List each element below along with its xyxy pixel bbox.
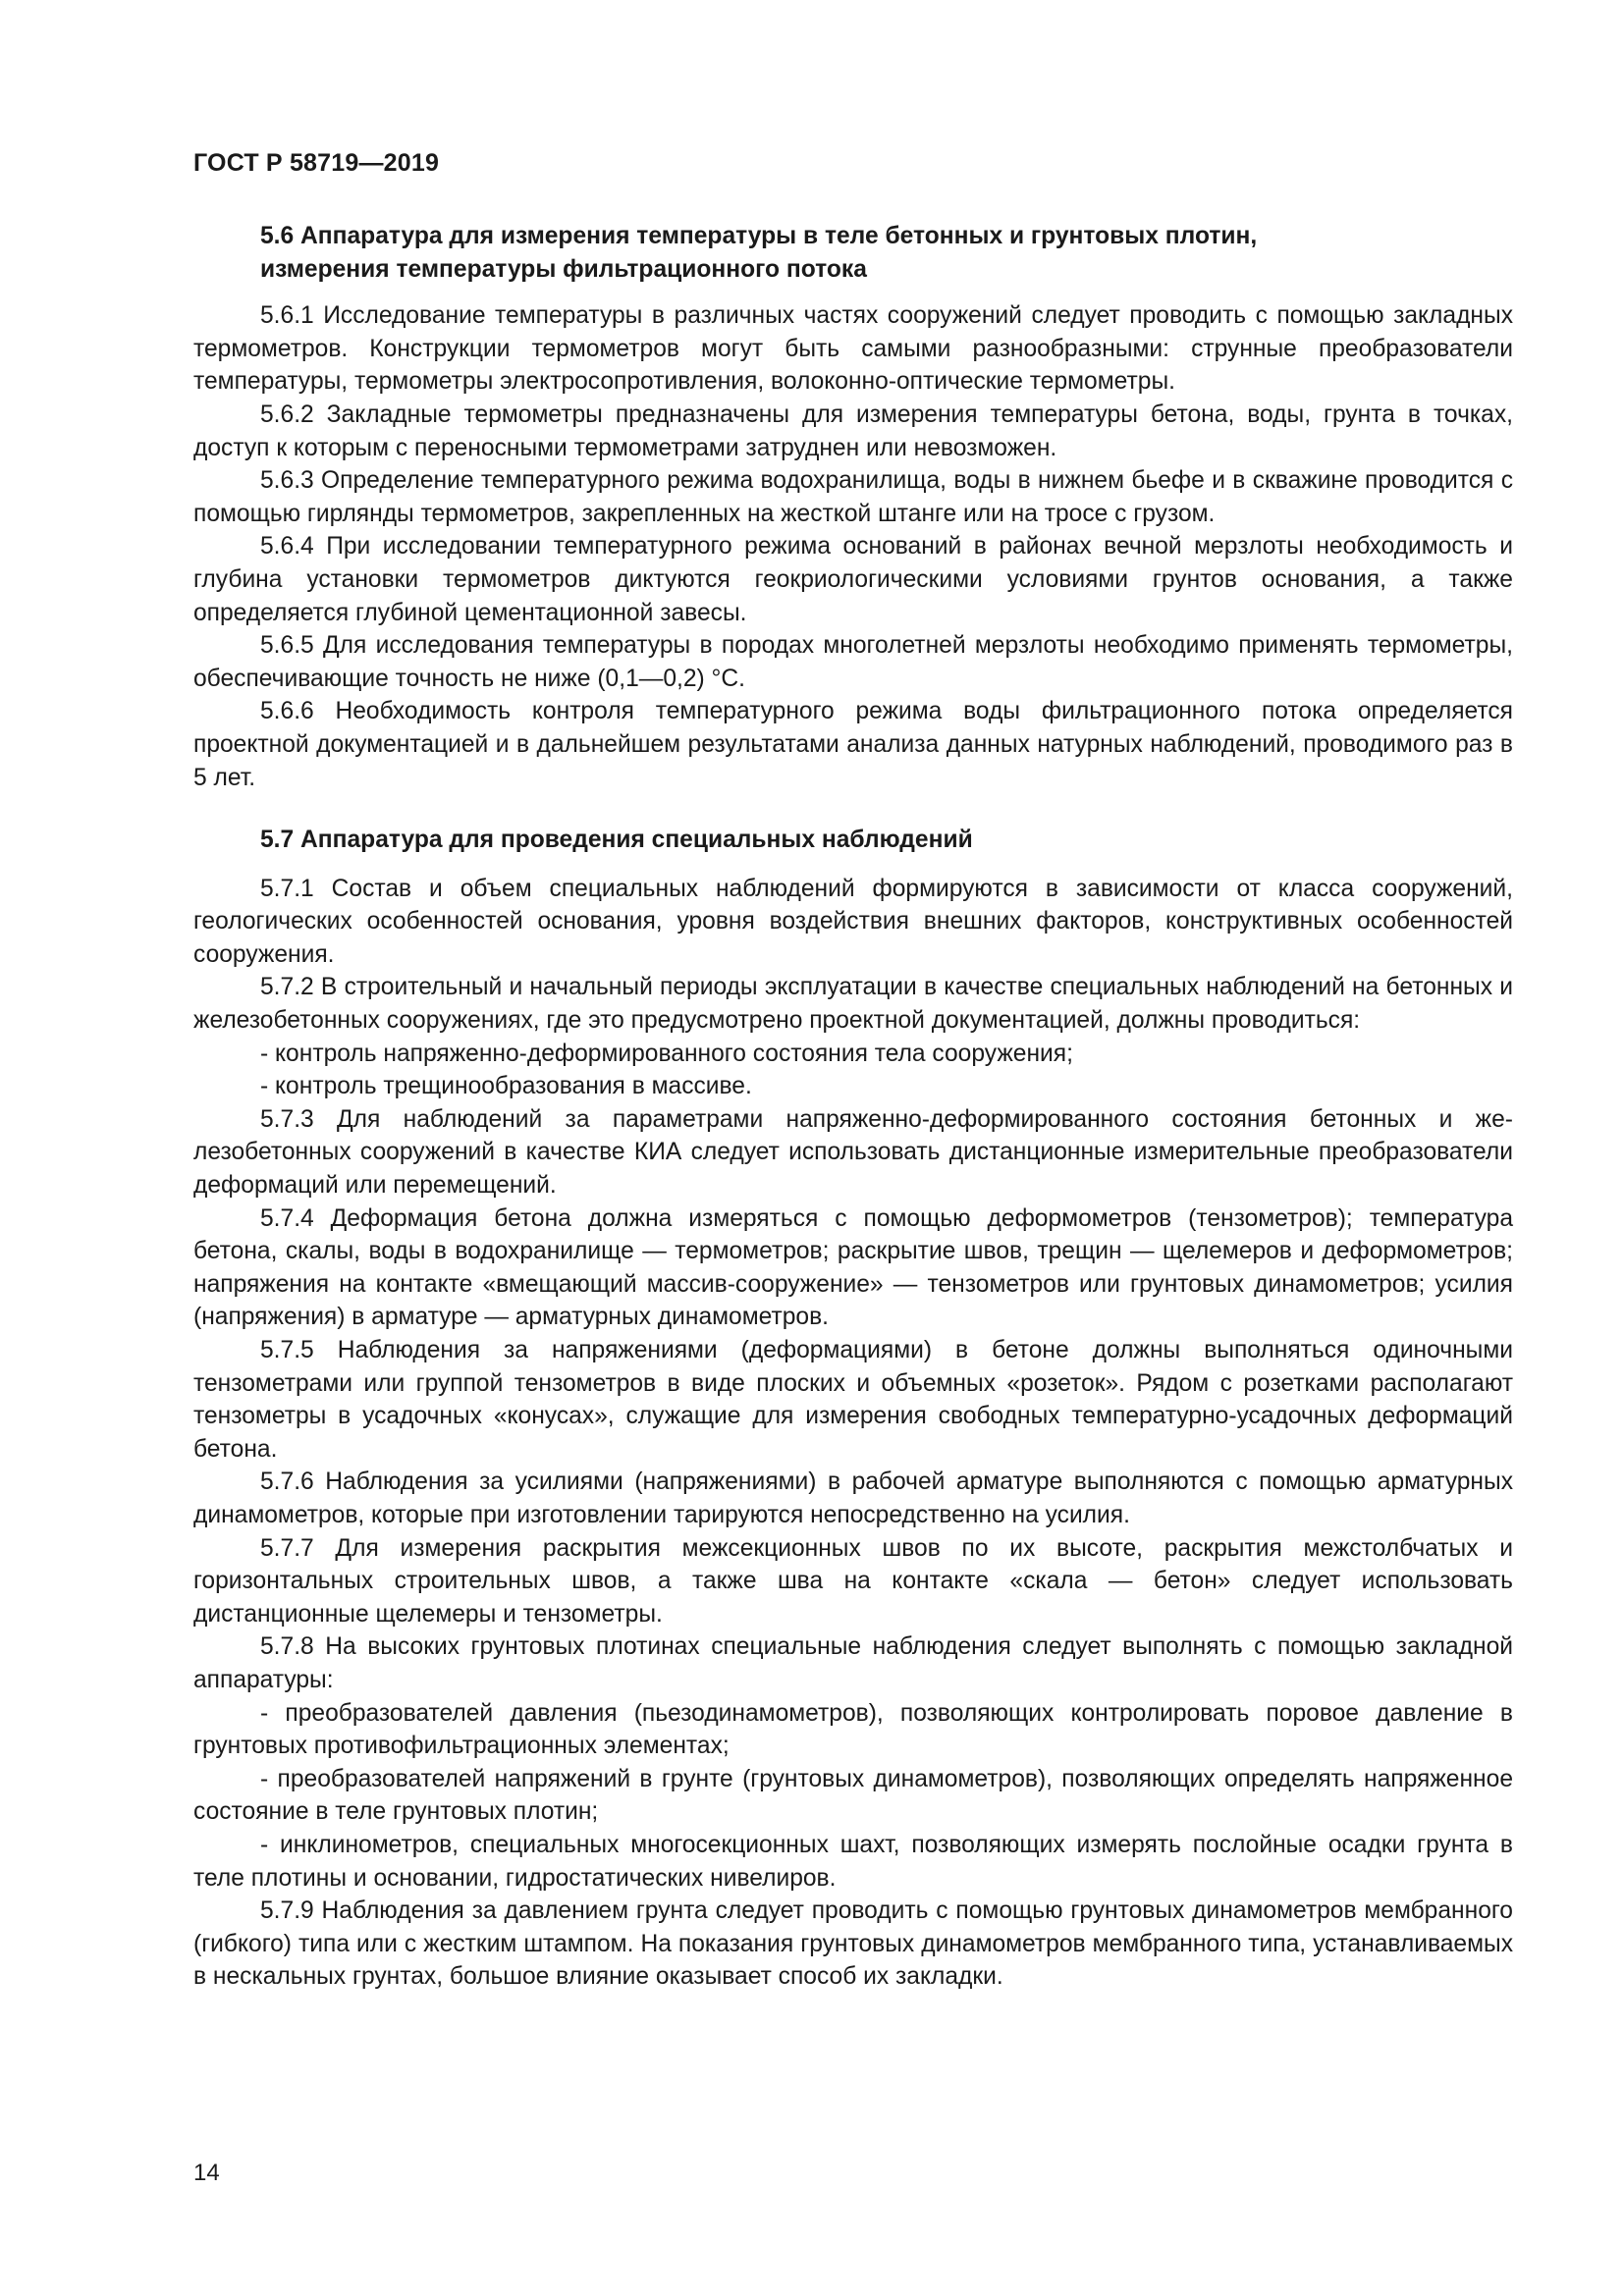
paragraph-5-6-6: 5.6.6 Необходимость контроля температурного режима воды фильтрационного потока определяется проектной документацией и в дальнейшем результатами анализа данных натурных наблюдений, проводимого раз в 5 лет. (193, 698, 1513, 791)
section-5-6-heading-line2: измерения температуры фильтрационного потока (260, 255, 867, 283)
paragraph-5-7-5: 5.7.5 Наблюдения за напряжениями (деформациями) в бетоне должны выполняться одиночными тензометрами или группой тензометров в виде плоских и объемных «розеток». Рядом с розетками располагают тензометры в усадочных «конусах», служащие для измерения свободных температурно-усадочных деформаций бетона. (193, 1337, 1513, 1463)
paragraph-5-6-5: 5.6.5 Для исследования температуры в породах многолетней мерзлоты необходимо применять термометры, обеспечивающие точность не ниже (0,1—0,2) °С. (193, 632, 1513, 692)
section-5-7-heading: 5.7 Аппаратура для проведения специальных наблюдений (260, 827, 973, 854)
paragraph-5-6-2: 5.6.2 Закладные термометры предназначены для измерения температуры бетона, воды, грунта в точках, доступ к которым с переносными термометрами затруднен или невозможен. (193, 400, 1513, 461)
paragraph-5-6-1: 5.6.1 Исследование температуры в различных частях сооружений следует проводить с помощью закладных термометров. Конструкции термометров могут быть самыми разнообразными: струнные преобразователи температуры, термометры электросопротивления, волоконно-оптические термометры. (193, 302, 1513, 396)
paragraph-5-7-7: 5.7.7 Для измерения раскрытия межсекционных швов по их высоте, раскрытия межстолбчатых и горизонтальных строительных швов, а также шва на контакте «скала — бетон» следует использовать дистанционные щелемеры и тензометры. (193, 1534, 1513, 1628)
list-item: - преобразователей давления (пьезодинамометров), позволяющих контролировать поровое давление в грунтовых противофильтрационных элементах; (193, 1699, 1513, 1760)
paragraph-5-7-6: 5.7.6 Наблюдения за усилиями (напряжениями) в рабочей арматуре выполняются с помощью арматурных динамометров, которые при изготовлении тарируются непосредственно на усилия. (193, 1468, 1513, 1528)
list-item: - контроль напряженно-деформированного состояния тела сооружения; (260, 1040, 1073, 1067)
page-number: 14 (193, 2160, 220, 2186)
paragraph-5-7-1: 5.7.1 Состав и объем специальных наблюдений формируются в зависимости от класса сооружений, геологических особенностей основания, уровня воздействия внешних факторов, конструктивных особенностей сооружения. (193, 875, 1513, 968)
paragraph-5-7-2: 5.7.2 В строительный и начальный периоды эксплуатации в качестве специальных наблюдений на бетонных и железобетонных сооружениях, где это предусмотрено проектной документацией, должны проводиться: (193, 974, 1513, 1035)
paragraph-5-6-3: 5.6.3 Определение температурного режима водохранилища, воды в нижнем бьефе и в скважине проводится с помощью гирлянды термометров, закрепленных на жесткой штанге или на тросе с грузом. (193, 467, 1513, 527)
list-item: - инклинометров, специальных многосекционных шахт, позволяющих измерять послойные осадки грунта в теле плотины и основании, гидростатических нивелиров. (193, 1831, 1513, 1892)
section-5-6-heading (193, 220, 1513, 286)
document-standard-header: ГОСТ Р 58719—2019 (193, 149, 440, 177)
paragraph-5-7-9: 5.7.9 Наблюдения за давлением грунта следует проводить с помощью грунтовых динамометров мембранного (гибкого) типа или с жестким штампом. На показания грунтовых динамометров мембранного типа, устанавливаемых в нескальных грунтах, большое влияние оказывает способ их закладки. (193, 1897, 1513, 1991)
section-5-6-heading-line1: 5.6 Аппаратура для измерения температуры в теле бетонных и грунтовых плотин, (260, 223, 1258, 249)
paragraph-5-7-3: 5.7.3 Для наблюдений за параметрами напряженно-деформированного состояния бетонных и железобетонных сооружений в качестве КИА следует использовать дистанционные измерительные преобразователи деформаций или перемещений. (193, 1105, 1513, 1200)
document-body (193, 220, 1513, 1994)
paragraph-5-6-4: 5.6.4 При исследовании температурного режима оснований в районах вечной мерзлоты необходимость и глубина установки термометров диктуются геокриологическими условиями грунтов основания, а также определяется глубиной цементационной завесы. (193, 533, 1513, 626)
list-item: - преобразователей напряжений в грунте (грунтовых динамометров), позволяющих определять напряженное состояние в теле грунтовых плотин; (193, 1765, 1513, 1826)
paragraph-5-7-4: 5.7.4 Деформация бетона должна измеряться с помощью деформометров (тензометров); температура бетона, скалы, воды в водохранилище — термометров; раскрытие швов, трещин — щелемеров и деформометров; напряжения на контакте «вмещающий массив-сооружение» — тензометров или грунтовых динамометров; усилия (напряжения) в арматуре — арматурных динамометров. (193, 1204, 1513, 1331)
list-item: - контроль трещинообразования в массиве. (260, 1073, 752, 1100)
paragraph-5-7-8: 5.7.8 На высоких грунтовых плотинах специальные наблюдения следует выполнять с помощью закладной аппаратуры: (193, 1633, 1513, 1693)
